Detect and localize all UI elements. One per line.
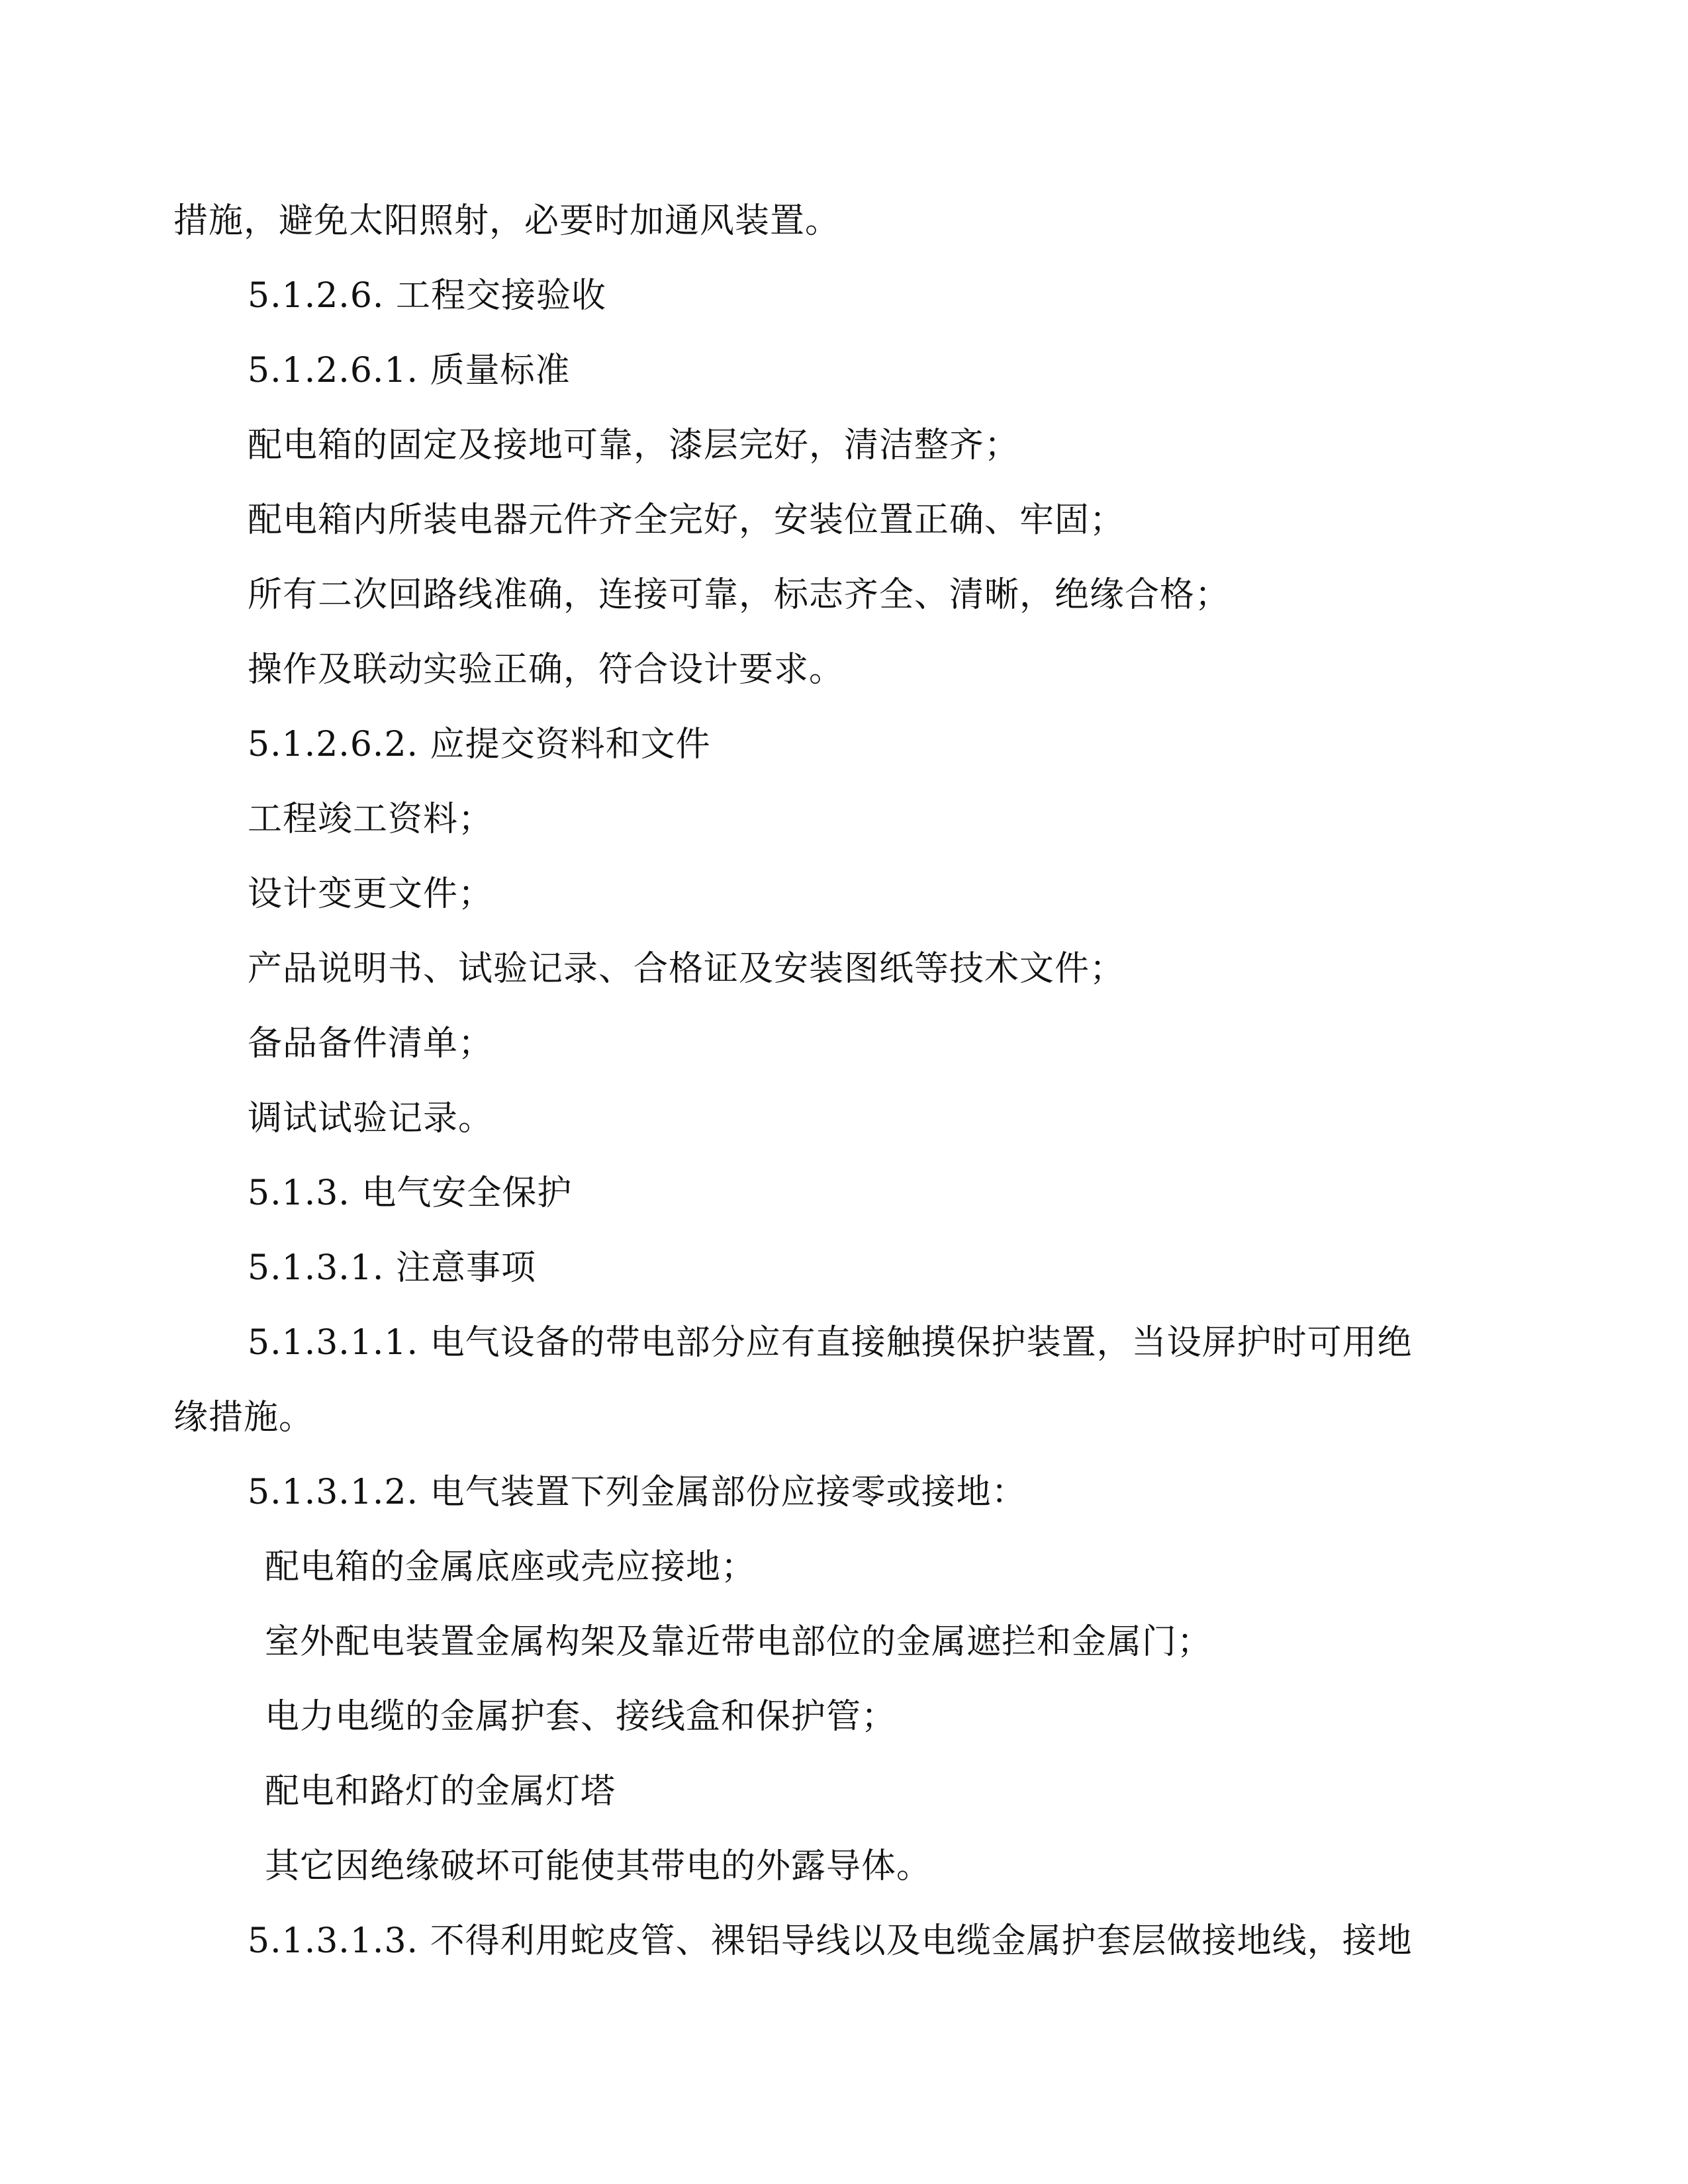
section-heading-5-1-3-1-1: 5.1.3.1.1. 电气设备的带电部分应有直接触摸保护装置，当设屏护时可用绝	[248, 1323, 1413, 1363]
section-heading-5-1-3: 5.1.3. 电气安全保护	[248, 1173, 573, 1213]
text-line: 所有二次回路线准确，连接可靠，标志齐全、清晰，绝缘合格；	[248, 575, 1231, 615]
text-line: 产品说明书、试验记录、合格证及安装图纸等技术文件；	[248, 949, 1125, 989]
section-heading-5-1-2-6-2: 5.1.2.6.2. 应提交资料和文件	[248, 725, 711, 764]
list-item: 其它因绝缘破坏可能使其带电的外露导体。	[265, 1846, 932, 1886]
text-line-continuation: 缘措施。	[173, 1398, 314, 1437]
text-line: 操作及联动实验正确，符合设计要求。	[248, 650, 845, 690]
text-line: 工程竣工资料；	[248, 799, 494, 839]
section-heading-5-1-3-1-3: 5.1.3.1.3. 不得利用蛇皮管、裸铝导线以及电缆金属护套层做接地线，接地	[248, 1921, 1413, 1961]
section-heading-5-1-2-6-1: 5.1.2.6.1. 质量标准	[248, 351, 571, 390]
section-heading-5-1-3-1-2: 5.1.3.1.2. 电气装置下列金属部份应接零或接地：	[248, 1473, 1027, 1512]
list-item: 电力电缆的金属护套、接线盒和保护管；	[265, 1697, 897, 1737]
section-heading-5-1-2-6: 5.1.2.6. 工程交接验收	[248, 276, 606, 316]
text-line: 设计变更文件；	[248, 874, 494, 914]
list-item: 室外配电装置金属构架及靠近带电部位的金属遮拦和金属门；	[265, 1622, 1213, 1662]
text-line: 调试试验记录。	[248, 1099, 494, 1138]
list-item: 配电和路灯的金属灯塔	[265, 1772, 616, 1811]
text-line: 配电箱内所装电器元件齐全完好，安装位置正确、牢固；	[248, 500, 1125, 540]
section-heading-5-1-3-1: 5.1.3.1. 注意事项	[248, 1248, 536, 1288]
text-line: 备品备件清单；	[248, 1024, 494, 1064]
text-line-continuation: 措施，避免太阳照射，必要时加通风装置。	[173, 201, 841, 241]
list-item: 配电箱的金属底座或壳应接地；	[265, 1547, 757, 1587]
text-line: 配电箱的固定及接地可靠，漆层完好，清洁整齐；	[248, 426, 1020, 465]
